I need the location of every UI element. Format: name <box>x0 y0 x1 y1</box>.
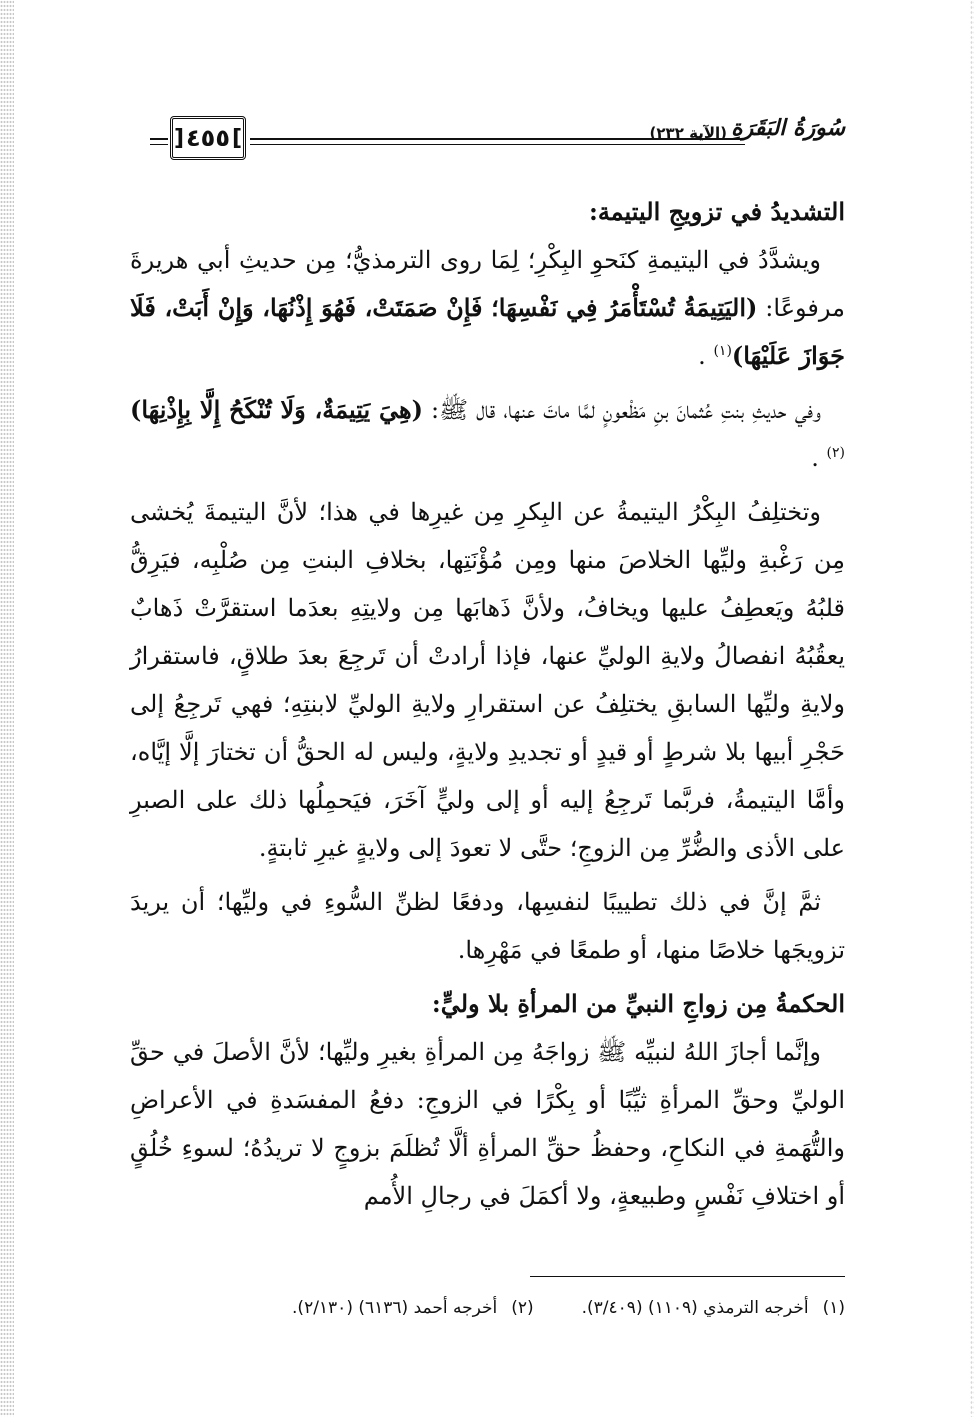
section-heading-orphan-marriage: التشديدُ في تزويجِ اليتيمة: <box>588 197 845 226</box>
paragraph-text: وفي حديثِ بنتِ عُثمانَ بنِ مَظْعونٍ لمَّا ماتَ عنها، قال ﷺ: <box>422 396 821 424</box>
footnotes <box>130 1294 845 1322</box>
header-rule <box>250 138 745 140</box>
section-heading-prophet-marriage: الحكمةُ مِن زواجِ النبيِّ من المرأةِ بلا وليٍّ: <box>431 989 845 1018</box>
footnote-ref-2[interactable]: (٢) <box>826 445 845 461</box>
hadith-quote: (هِيَ يَتِيمَةٌ، وَلَا تُنْكَحُ إِلَّا بِإِذْنِهَا) <box>130 395 423 424</box>
page-number-bracket-close: [ <box>173 125 185 151</box>
page-number: ٤٥٥ <box>186 124 230 152</box>
paragraph-text: وإنَّما أجازَ اللهُ لنبيِّه ﷺ زواجَهُ مِن المرأةِ بغيرِ وليِّها؛ لأنَّ الأصلَ في حقِّ الوليِّ وحقِّ المرأةِ ثيِّبًا أو بِكْرًا في الزوجِ: دفعُ المفسَدةِ في الأعراضِ والتُّهَمةِ في النكاحِ، وحفظُ حقِّ المرأةِ ألَّا تُظلَمَ بزوجٍ لا تريدُهُ؛ لسوءِ خُلُقٍ أو اختلافِ نَفْسٍ وطبيعةٍ، ولا أكمَلَ في رجالِ الأُمم <box>130 1038 845 1210</box>
header-rule-left <box>150 138 168 140</box>
ayah-reference: (الآية ٢٣٢) <box>649 124 727 142</box>
paragraph-prophet-marriage <box>130 1028 845 1220</box>
header-rule-thin <box>250 144 745 145</box>
paragraph-reassurance <box>130 878 845 974</box>
footnote-text: أخرجه الترمذي (١١٠٩) (٣/٤٠٩). <box>581 1298 809 1318</box>
book-page <box>130 90 845 1350</box>
paragraph-end: . <box>698 342 714 370</box>
footnote-separator <box>530 1276 845 1277</box>
page-number-frame <box>170 116 246 160</box>
scan-edge-right <box>970 0 974 1417</box>
paragraph-text: ويشدَّدُ في اليتيمةِ كنَحوِ البِكْرِ؛ لِمَا روى الترمذيُّ؛ مِن حديثِ أبي هريرةَ مرفوعًا: <box>130 246 845 322</box>
paragraph-text: ثمَّ إنَّ في ذلك تطييبًا لنفسِها، ودفعًا لظنِّ السُّوءِ في وليِّها؛ أن يريدَ تزويجَها خلاصًا منها، أو طمعًا في مَهْرِها. <box>130 888 845 964</box>
header-rule-left-thin <box>150 144 168 145</box>
footnote-text: أخرجه أحمد (٦١٣٦) (٢/١٣٠). <box>292 1298 498 1318</box>
running-header <box>130 108 845 164</box>
paragraph-tirmidhi-hadith <box>130 236 845 380</box>
scan-edge-left <box>0 0 14 1417</box>
page-number-bracket-open: ] <box>231 125 243 151</box>
paragraph-uthman-hadith <box>130 386 845 482</box>
footnote-number: (١) <box>822 1298 845 1318</box>
main-text <box>130 188 845 1226</box>
paragraph-orphan-difference <box>130 488 845 872</box>
footnote-item <box>292 1294 534 1322</box>
footnote-item <box>582 1294 845 1322</box>
paragraph-text: وتختلِفُ البِكْرُ اليتيمةُ عن البِكرِ مِن غيرِها في هذا؛ لأنَّ اليتيمةَ يُخشى مِن رَغْبةِ وليِّها الخلاصَ منها ومِن مُؤْنَتِها، بخلافِ البنتِ مِن صُلْبِه، فيَرِقُّ قلبُهُ ويَعطِفُ عليها ويخافُ، ولأنَّ ذَهابَها مِن ولايتِهِ بعدَما استقرَّتْ ذَهابٌ يعقُبُهُ انفصالُ ولايةِ الوليِّ عنها، فإذا أرادتْ أن تَرجِعَ بعدَ طلاقٍ، فاستقرارُ ولايةِ وليِّها السابقِ يختلِفُ عن استقرارِ ولايةِ الوليِّ لابنتِهِ؛ فهي تَرجِعُ إلى حَجْرِ أبيها بلا شرطٍ أو قيدٍ أو تجديدِ ولايةٍ، وليس له الحقُّ أن تختارَ إلَّا إيَّاه، وأمَّا اليتيمةُ، فربَّما تَرجِعُ إليه أو إلى وليٍّ آخَرَ، فيَحمِلُها ذلك على الصبرِ على الأذى والضُّرِّ مِن الزوجِ؛ حتَّى لا تعودَ إلى ولايةٍ غيرِ ثابتةٍ. <box>130 498 846 862</box>
hadith-quote: (اليَتِيمَةُ تُسْتَأْمَرُ فِي نَفْسِهَا؛ فَإِنْ صَمَتَتْ، فَهُوَ إِذْنُهَا، وَإِنْ أَبَتْ، فَلَا جَوَازَ عَلَيْهَا) <box>130 293 845 370</box>
footnote-number: (٢) <box>511 1298 534 1318</box>
footnote-ref-1[interactable]: (١) <box>713 343 732 359</box>
paragraph-end: . <box>811 444 827 472</box>
surah-title: سُورَةُ البَقَرَةِ <box>731 116 845 141</box>
